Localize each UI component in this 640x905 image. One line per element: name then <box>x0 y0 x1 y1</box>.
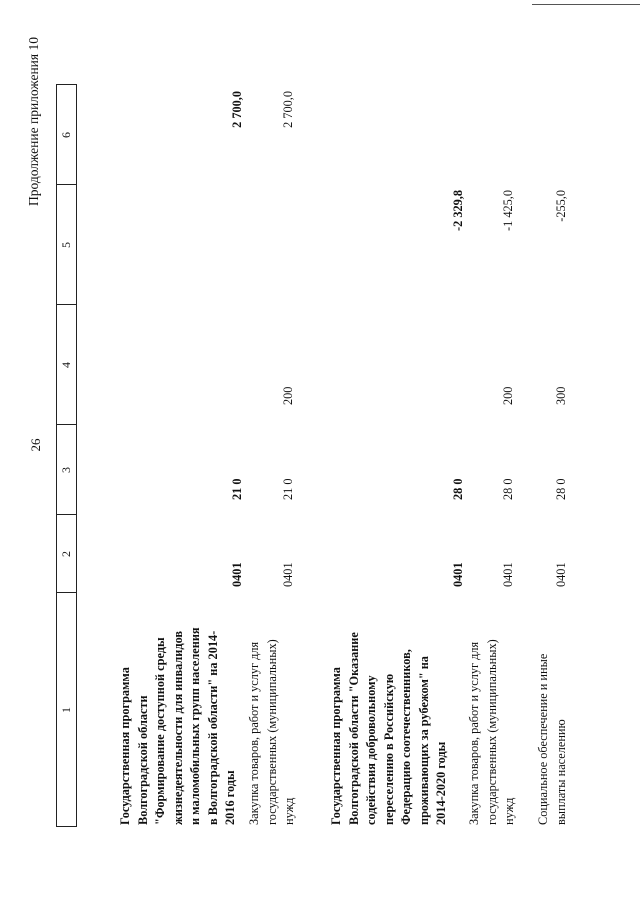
row-3-section: 0401 <box>451 562 465 587</box>
column-number-2: 2 <box>59 551 73 557</box>
row-1-amount: 2 700,0 <box>230 91 244 128</box>
column-number-4: 4 <box>59 362 73 368</box>
page-number: 26 <box>28 438 43 452</box>
table-header-top-rule <box>56 85 57 827</box>
row-4-expense-type: 200 <box>501 386 515 405</box>
row-2-target: 21 0 <box>281 478 295 500</box>
row-1-section: 0401 <box>230 562 244 587</box>
row-4-name: Закупка товаров, работ и услуг для государственных (муниципальных) нужд <box>467 639 516 825</box>
row-2-name: Закупка товаров, работ и услуг для государственных (муниципальных) нужд <box>247 639 296 825</box>
column-number-5: 5 <box>59 242 73 248</box>
row-4-section: 0401 <box>501 562 515 587</box>
column-number-6: 6 <box>59 132 73 138</box>
column-number-3: 3 <box>59 467 73 473</box>
table-header-bottom-rule <box>76 85 77 827</box>
row-2-expense-type: 200 <box>281 386 295 405</box>
row-5-section: 0401 <box>554 562 568 587</box>
row-4-amount: -1 425,0 <box>501 190 515 231</box>
row-5-amount: -255,0 <box>554 190 568 222</box>
row-3-name: Государственная программа Волгоградской области "Оказание содействия добровольному переселению в Российскую Федерацию соотечественников, проживающих за рубежом" на 2014-2020 годы <box>329 632 448 825</box>
row-5-target: 28 0 <box>554 478 568 500</box>
row-3-amount: -2 329,8 <box>451 190 465 231</box>
row-5-name: Социальное обеспечение и иные выплаты населению <box>536 653 568 825</box>
row-1-target: 21 0 <box>230 478 244 500</box>
continuation-label: Продолжение приложения 10 <box>26 37 41 207</box>
row-1-name: Государственная программа Волгоградской области "Формирование доступной среды жизнедеятельности для инвалидов и маломобильных групп населения в Волгоградской области" на 2014-2016 годы <box>118 627 237 825</box>
row-5-expense-type: 300 <box>554 386 568 405</box>
column-number-1: 1 <box>59 707 73 713</box>
row-2-amount: 2 700,0 <box>281 91 295 128</box>
row-3-target: 28 0 <box>451 478 465 500</box>
row-2-section: 0401 <box>281 562 295 587</box>
row-4-target: 28 0 <box>501 478 515 500</box>
